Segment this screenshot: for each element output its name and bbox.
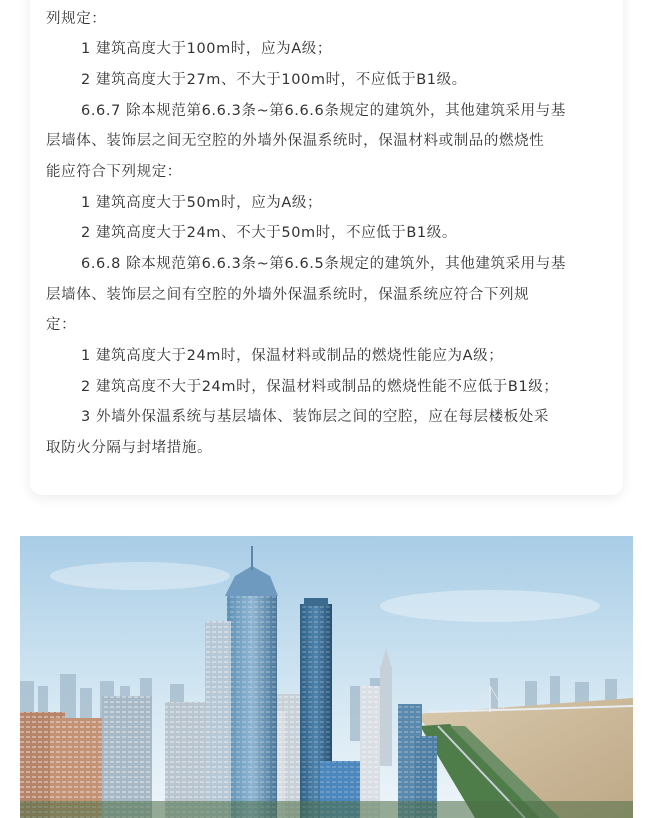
text-line: 定： <box>46 317 77 333</box>
text-line: 3 外墙外保温系统与基层墙体、装饰层之间的空腔，应在每层楼板处采 <box>81 409 550 425</box>
text-line: 1 建筑高度大于100m时，应为A级； <box>81 41 332 57</box>
text-line: 6.6.8 除本规范第6.6.3条~第6.6.5条规定的建筑外，其他建筑采用与基 <box>81 256 566 272</box>
text-line: 层墙体、装饰层之间无空腔的外墙外保温系统时，保温材料或制品的燃烧性 <box>46 133 545 149</box>
text-line: 1 建筑高度大于50m时，应为A级； <box>81 195 323 211</box>
text-line: 能应符合下列规定： <box>46 164 182 180</box>
text-line: 6.6.7 除本规范第6.6.3条~第6.6.6条规定的建筑外，其他建筑采用与基 <box>81 103 566 119</box>
text-line: 2 建筑高度大于24m、不大于50m时，不应低于B1级。 <box>81 225 457 241</box>
text-line: 取防火分隔与封堵措施。 <box>46 440 213 456</box>
city-skyline-photo <box>20 536 633 818</box>
text-card <box>30 0 623 495</box>
text-line: 2 建筑高度大于27m、不大于100m时，不应低于B1级。 <box>81 72 467 88</box>
text-line: 层墙体、装饰层之间有空腔的外墙外保温系统时，保温系统应符合下列规 <box>46 287 530 303</box>
text-line: 2 建筑高度不大于24m时，保温材料或制品的燃烧性能不应低于B1级； <box>81 379 559 395</box>
text-line: 1 建筑高度大于24m时，保温材料或制品的燃烧性能应为A级； <box>81 348 504 364</box>
text-line: 列规定： <box>46 11 107 27</box>
